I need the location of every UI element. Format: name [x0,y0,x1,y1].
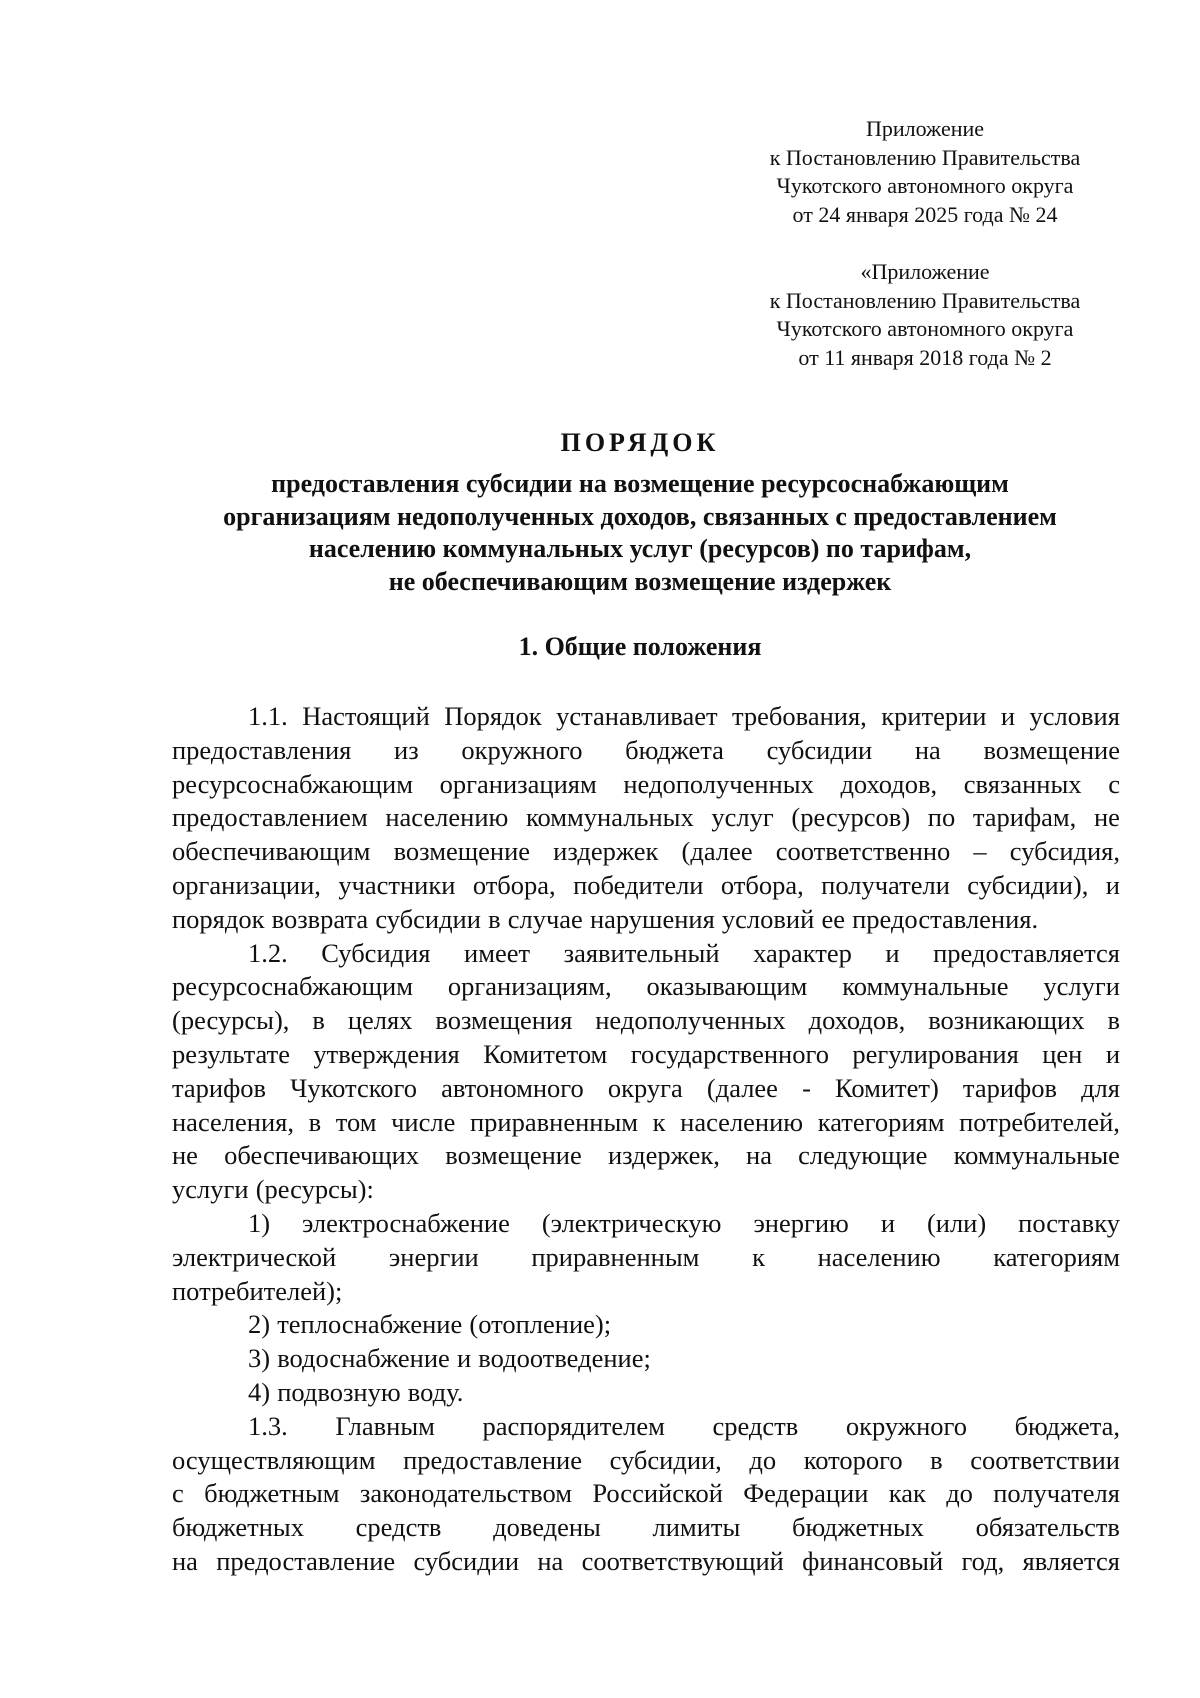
body-word: категориям [993,1241,1120,1272]
annex-line: «Приложение [860,259,990,284]
body-word: электроснабжение [302,1207,510,1238]
body-word: требования, [732,701,867,731]
body-word: и [1105,1038,1120,1069]
body-word: бюджета, [1014,1410,1120,1441]
body-word: субсидии [375,903,481,934]
body-word: предоставление [403,1444,583,1475]
body-word: связанных [963,768,1082,799]
body-word: заявительный [563,937,720,968]
body-word: населению [680,1106,804,1137]
body-word: Главным [335,1410,435,1441]
body-word: средств [355,1512,442,1543]
body-word: утверждения [313,1038,460,1069]
body-line [172,801,1120,835]
body-word: теплоснабжение [277,1309,463,1340]
body-word: обеспечивающих [224,1140,420,1171]
body-word: нарушения [589,903,715,934]
body-word: тарифам, [972,802,1077,833]
body-word: возмещение [445,1140,582,1171]
annex-line: Чукотского автономного округа [776,316,1074,341]
body-word: субсидии [413,1545,520,1576]
body-word: следующие [798,1140,928,1171]
body-word: числе [391,1106,456,1137]
body-line [172,1173,1120,1207]
body-word: средств [712,1410,799,1441]
body-word: устанавливает [556,701,718,731]
body-word: субсидии [766,734,873,765]
body-word: (ресурсов) [791,802,911,833]
body-word: бюджетным [204,1478,340,1509]
body-line [172,734,1120,768]
body-word: обязательств [975,1512,1120,1543]
body-word: оказывающим [646,971,808,1002]
body-word: (отопление); [469,1309,612,1340]
body-word: отбора, [720,869,804,900]
document-subtitle [160,468,1120,598]
body-word: в [312,1005,325,1036]
body-word: возникающих [928,1005,1085,1036]
body-word: как [888,1478,926,1509]
body-word: - [802,1072,811,1103]
body-word: ресурсоснабжающим [172,768,414,799]
body-word: энергию [753,1207,849,1238]
body-word: 1.1. [248,701,288,731]
body-word: соответствующий [581,1545,784,1576]
body-word: соответствии [970,1444,1120,1475]
body-word: из [394,734,419,765]
body-word: приравненным [470,1106,639,1137]
subtitle-line: населению коммунальных услуг (ресурсов) по тарифам, [308,534,972,563]
annex-line: к Постановлению Правительства [769,144,1081,170]
body-word: бюджета [625,734,724,765]
body-word: 4) [248,1376,271,1407]
body-word: издержек, [607,1140,720,1171]
body-word: на [914,734,941,765]
body-word: водоотведение; [478,1343,651,1374]
body-word: поставку [1018,1207,1120,1238]
body-line [172,768,1120,802]
body-word: Настоящий [302,701,430,731]
body-word: предоставления [172,734,352,765]
body-word: (далее [706,1072,778,1103]
body-line [172,1308,1120,1342]
body-word: услуги [172,1174,249,1205]
annex-reference-original [740,258,1110,372]
body-word: энергии [388,1241,479,1272]
body-word: ее [821,903,845,934]
body-word: доведены [493,1512,601,1543]
body-word: коммунальные [842,971,1009,1002]
body-word: государственного [630,1038,829,1069]
annex-line: от 11 января 2018 года № 2 [798,344,1052,370]
body-word: организациям [439,768,597,799]
body-word: и [1105,869,1120,900]
body-word: бюджетных [172,1512,304,1543]
body-word: до [946,1478,973,1509]
body-line [172,1207,1120,1241]
body-word: предоставляется [933,937,1120,968]
body-word: результате [172,1038,290,1069]
body-word: условий [721,903,815,934]
body-line [172,1444,1120,1478]
body-text [172,700,1120,1579]
body-word: Комитетом [483,1038,608,1069]
body-word: потребителей); [172,1275,343,1306]
body-word: возмещение [983,734,1120,765]
body-word: том [335,1106,377,1137]
body-word: потребителей, [959,1106,1120,1137]
body-word: Комитет) [835,1072,939,1103]
body-word: возврата [271,903,369,934]
body-word: предоставление [216,1545,396,1576]
document-title: ПОРЯДОК [560,428,720,457]
body-word: не [172,1140,198,1171]
body-word: обеспечивающим [172,836,371,867]
body-line [172,1241,1120,1275]
body-word: (ресурсы), [172,1005,290,1036]
body-word: (ресурсы): [255,1174,374,1205]
annex-line: Чукотского автономного округа [776,173,1074,198]
body-word: возмещение [393,836,531,867]
body-word: возмещения [435,1005,573,1036]
body-line [172,1106,1120,1140]
body-word: порядок [172,903,265,934]
body-word: организации, [172,869,321,900]
body-word: в [930,1444,943,1475]
body-word: водоснабжение [277,1343,450,1374]
body-word: не [1093,802,1120,833]
body-word: (далее [681,836,753,867]
body-word: воду. [407,1376,464,1407]
body-line [172,903,1120,937]
body-word: в [308,1106,322,1137]
body-word: победители [573,869,704,900]
body-word: населения, [172,1106,294,1137]
body-word: характер [753,937,852,968]
body-word: услуг [711,802,774,833]
body-word: регулирования [852,1038,1019,1069]
body-word: законодательством [359,1478,572,1509]
body-word: осуществляющим [172,1444,376,1475]
body-word: с [172,1478,184,1509]
body-word: 1.3. [248,1410,288,1441]
body-line [172,1342,1120,1376]
body-word: целях [347,1005,413,1036]
body-word: в [1107,1005,1120,1036]
body-word: для [1081,1072,1120,1103]
body-word: цен [1042,1038,1083,1069]
body-line [172,1139,1120,1173]
body-word: автономного [441,1072,584,1103]
body-line [172,869,1120,903]
body-word: организациям, [447,971,612,1002]
body-word: недополученных [623,768,814,799]
body-word: 1.2. [248,937,288,968]
body-word: на [746,1140,772,1171]
body-word: Субсидия [321,937,431,968]
body-line [172,1072,1120,1106]
body-word: отбора, [472,869,556,900]
body-word: и [1000,701,1016,731]
body-line [172,970,1120,1004]
body-word: которого [803,1444,903,1475]
body-word: населению [385,802,509,833]
body-word: в [488,903,501,934]
body-line [172,1004,1120,1038]
body-word: Чукотского [290,1072,417,1103]
body-word: является [1022,1545,1120,1576]
body-word: тарифов [172,1072,267,1103]
body-word: доходов, [808,1005,906,1036]
annex-line: Приложение [865,116,985,141]
body-word: и [885,937,900,968]
body-word: финансовый [802,1545,944,1576]
body-line [172,1545,1120,1579]
body-word: 2) [248,1309,271,1340]
annex-line: к Постановлению Правительства [769,287,1081,313]
annex-reference-current [740,115,1110,229]
body-word: участники [338,869,456,900]
body-word: случае [507,903,583,934]
annex-line: от 24 января 2025 года № 24 [792,201,1058,227]
body-word: округа [607,1072,683,1103]
body-word: недополученных [595,1005,786,1036]
subtitle-line: организациям недополученных доходов, связанных с предоставлением [223,501,1057,531]
body-word: лимиты [652,1512,741,1543]
body-line [172,835,1120,869]
body-line [172,1511,1120,1545]
body-word: субсидии, [609,1444,722,1475]
body-word: и [880,1207,895,1238]
body-word: окружного [845,1410,967,1441]
body-line [172,1410,1120,1444]
body-word: ресурсоснабжающим [172,971,414,1002]
body-word: окружного [461,734,583,765]
body-word: подвозную [277,1376,401,1407]
body-word: приравненным [531,1241,700,1272]
body-word: соответственно [775,836,951,867]
body-word: получатели [821,869,950,900]
body-word: (электрическую [541,1207,722,1238]
body-line [172,1275,1120,1309]
body-word: населению [817,1241,941,1272]
body-word: имеет [464,937,531,968]
body-word: с [1108,768,1120,799]
body-word: и [456,1343,472,1374]
section-heading: 1. Общие положения [518,632,762,661]
body-word: доходов, [840,768,938,799]
body-word: электрической [172,1241,337,1272]
body-word: на [537,1545,564,1576]
body-word: субсидии), [967,869,1089,900]
body-word: получателя [993,1478,1120,1509]
body-word: тарифов [962,1072,1057,1103]
body-word: 1) [248,1207,271,1238]
subtitle-line: предоставления субсидии на возмещение ресурсоснабжающим [271,469,1009,498]
body-word: предоставлением [172,802,368,833]
body-word: категориям [817,1106,945,1137]
body-word: распорядителем [482,1410,665,1441]
body-word: бюджетных [791,1512,924,1543]
body-word: издержек [553,836,659,867]
body-line [172,1477,1120,1511]
body-line [172,700,1120,734]
body-word: к [752,1241,765,1272]
body-word: критерии [881,701,987,731]
body-word: коммунальные [953,1140,1120,1171]
body-word: к [652,1106,666,1137]
body-word: предоставления. [852,903,1039,934]
body-word: по [927,802,956,833]
body-word: субсидия, [1009,836,1120,867]
body-word: до [749,1444,777,1475]
body-word: на [172,1545,198,1576]
body-word: (или) [926,1207,987,1238]
body-word: коммунальных [525,802,694,833]
body-word: условия [1029,701,1120,731]
body-line [172,937,1120,971]
subtitle-line: не обеспечивающим возмещение издержек [388,566,892,596]
body-word: 3) [248,1343,271,1374]
body-word: Российской [592,1478,723,1509]
body-word: Порядок [444,701,542,731]
body-word: услуги [1043,971,1120,1002]
body-line [172,1038,1120,1072]
body-word: год, [961,1545,1005,1576]
body-line [172,1376,1120,1410]
body-word: Федерации [743,1478,869,1509]
body-word: – [973,836,987,867]
